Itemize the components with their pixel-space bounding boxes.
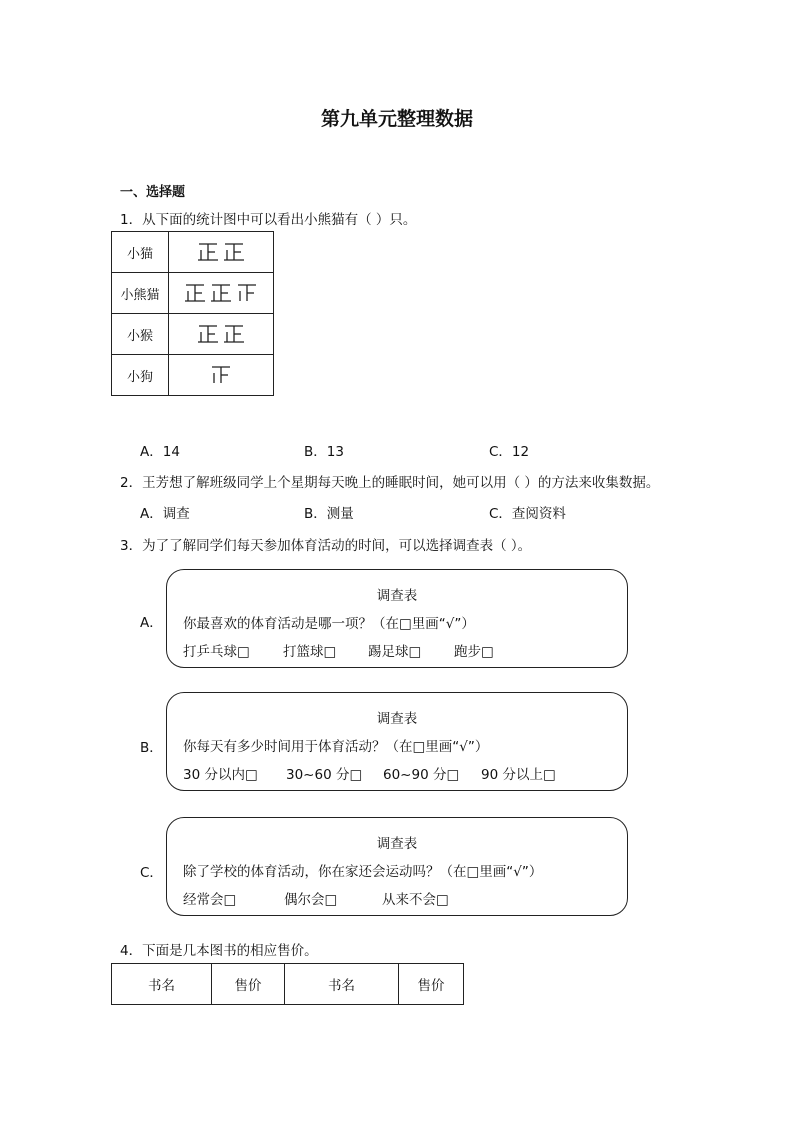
- card-option: 90 分以上□: [481, 767, 556, 783]
- header-price: 售价: [212, 964, 285, 1005]
- survey-card-c: [166, 817, 628, 916]
- table-row: [112, 355, 274, 396]
- tally-icon: [198, 324, 244, 344]
- section-heading: 一、选择题: [120, 185, 186, 200]
- tally-table: [111, 231, 274, 396]
- card-option: 30~60 分□: [286, 767, 363, 783]
- survey-card-a: [166, 569, 628, 668]
- animal-name: 小猫: [112, 232, 169, 273]
- card-b-label: B．: [140, 740, 163, 756]
- tally-icon: [185, 283, 257, 303]
- table-row: [112, 273, 274, 314]
- card-question: 除了学校的体育活动，你在家还会运动吗？（在□里画“√”）: [183, 864, 543, 880]
- q2-option-a: A．调查: [140, 506, 190, 522]
- question-1: 1．从下面的统计图中可以看出小熊猫有（ ）只。: [120, 212, 417, 228]
- card-option: 30 分以内□: [183, 767, 258, 783]
- price-table: [111, 963, 464, 1005]
- q1-option-b: B．13: [304, 444, 344, 460]
- page-title: 第九单元整理数据: [320, 108, 473, 130]
- card-question: 你每天有多少时间用于体育活动？（在□里画“√”）: [183, 739, 489, 755]
- question-2: 2．王芳想了解班级同学上个星期每天晚上的睡眠时间，她可以用（ ）的方法来收集数据。: [120, 475, 660, 491]
- tally-icon: [211, 365, 231, 385]
- tally-icon: [198, 242, 244, 262]
- q1-option-a: A．14: [140, 444, 180, 460]
- header-price: 售价: [399, 964, 464, 1005]
- card-options: [183, 888, 449, 908]
- card-option: 打篮球□: [283, 644, 337, 660]
- tally-marks: [169, 355, 274, 396]
- tally-marks: [169, 232, 274, 273]
- card-title: 调查表: [376, 711, 418, 727]
- q2-option-c: C．查阅资料: [489, 506, 566, 522]
- question-4: 4．下面是几本图书的相应售价。: [120, 943, 318, 959]
- card-option: 60~90 分□: [383, 767, 460, 783]
- card-option: 偶尔会□: [284, 892, 338, 908]
- table-row: [112, 964, 464, 1005]
- tally-marks: [169, 314, 274, 355]
- card-option: 从来不会□: [382, 892, 449, 908]
- card-options: [183, 640, 494, 660]
- animal-name: 小熊猫: [112, 273, 169, 314]
- card-option: 打乒乓球□: [183, 644, 250, 660]
- card-option: 经常会□: [183, 892, 237, 908]
- table-row: [112, 314, 274, 355]
- animal-name: 小狗: [112, 355, 169, 396]
- card-question: 你最喜欢的体育活动是哪一项？（在□里画“√”）: [183, 616, 475, 632]
- header-book-name: 书名: [285, 964, 399, 1005]
- tally-marks: [169, 273, 274, 314]
- card-option: 跑步□: [454, 644, 494, 660]
- table-row: [112, 232, 274, 273]
- card-title: 调查表: [376, 836, 418, 852]
- card-c-label: C．: [140, 865, 163, 881]
- q1-option-c: C．12: [489, 444, 530, 460]
- q2-option-b: B．测量: [304, 506, 354, 522]
- survey-card-b: [166, 692, 628, 791]
- card-options: [183, 763, 556, 783]
- card-option: 踢足球□: [368, 644, 422, 660]
- header-book-name: 书名: [112, 964, 212, 1005]
- card-title: 调查表: [376, 588, 418, 604]
- question-3: 3．为了了解同学们每天参加体育活动的时间，可以选择调查表（ ）。: [120, 538, 532, 554]
- card-a-label: A．: [140, 615, 163, 631]
- animal-name: 小猴: [112, 314, 169, 355]
